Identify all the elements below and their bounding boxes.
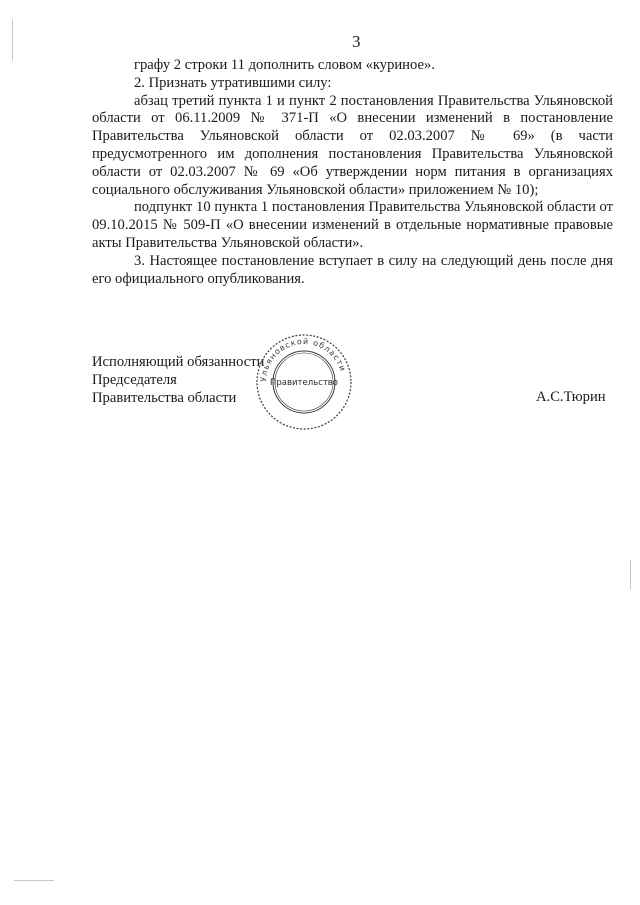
document-body — [92, 57, 613, 288]
paragraph-entry-into-force: 3. Настоящее постановление вступает в силу на следующий день после дня его официального опубликования. — [92, 252, 613, 287]
official-seal — [254, 332, 354, 432]
paragraph-repeal-item-2: подпункт 10 пункта 1 постановления Правительства Ульяновской области от 09.10.2015 № 509-П «О внесении изменений в отдельные нормативные правовые акты Правительства Ульяновской области». — [92, 199, 613, 251]
seal-ring-text: Ульяновской области — [258, 336, 348, 383]
paragraph-amendment: графу 2 строки 11 дополнить словом «куриное». — [134, 57, 435, 73]
signer-name: А.С.Тюрин — [536, 389, 606, 405]
scan-edge-line — [630, 560, 631, 590]
scan-edge-line — [12, 20, 13, 60]
page-number: 3 — [352, 32, 361, 51]
signer-title-line-3: Правительства области — [92, 389, 237, 406]
scan-edge-line — [14, 880, 54, 881]
signer-title-line-2: Председателя — [92, 371, 177, 388]
paragraph-repeal-item-1: абзац третий пункта 1 и пункт 2 постановления Правительства Ульяновской области от 06.11.2009 № 371-П «О внесении изменений в постановление Правительства Ульяновской области от 02.03.2007 № 69» (в части предусмотренного им дополнения постановления Правительства Ульяновской области от 02.03.2007 № 69 «Об утверждении норм питания в организациях социального обслуживания Ульяновской области» приложением № 10); — [92, 92, 613, 198]
signer-title-line-1: Исполняющий обязанности — [92, 354, 265, 370]
seal-center-text: Правительство — [270, 378, 338, 388]
signature-block — [92, 354, 264, 407]
paragraph-repeal-intro: 2. Признать утратившими силу: — [134, 74, 332, 91]
